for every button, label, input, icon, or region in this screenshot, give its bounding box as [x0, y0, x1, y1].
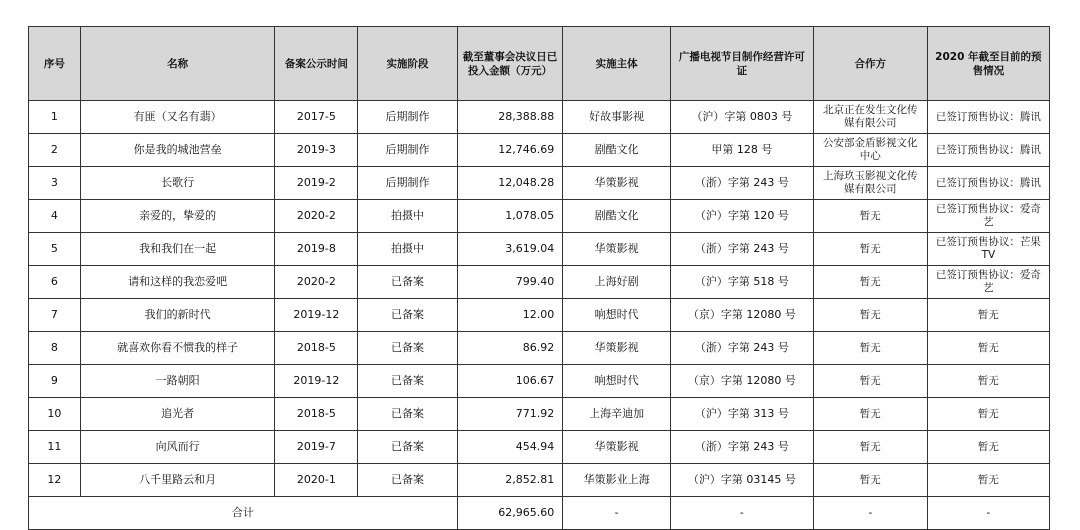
partner: 公安部金盾影视文化中心	[813, 134, 927, 167]
license-number: 甲第 128 号	[670, 134, 813, 167]
presale-status: 暂无	[927, 365, 1049, 398]
partner: 暂无	[813, 266, 927, 299]
partner: 暂无	[813, 398, 927, 431]
partner: 上海玖玉影视文化传媒有限公司	[813, 167, 927, 200]
total-row	[29, 497, 1050, 530]
project-name: 请和这样的我恋爱吧	[80, 266, 275, 299]
stage: 已备案	[358, 266, 457, 299]
implementing-entity: 上海辛迪加	[563, 398, 671, 431]
row-index: 11	[29, 431, 81, 464]
invested-amount: 2,852.81	[457, 464, 563, 497]
col-filing-date-header: 备案公示时间	[275, 27, 358, 101]
row-index: 6	[29, 266, 81, 299]
license-number: （京）字第 12080 号	[670, 365, 813, 398]
stage: 后期制作	[358, 134, 457, 167]
project-name: 向风而行	[80, 431, 275, 464]
total-label: 合计	[29, 497, 458, 530]
data-table-container	[28, 26, 1050, 530]
filing-date: 2020-2	[275, 266, 358, 299]
filing-date: 2019-12	[275, 299, 358, 332]
row-index: 7	[29, 299, 81, 332]
row-index: 1	[29, 101, 81, 134]
stage: 已备案	[358, 464, 457, 497]
invested-amount: 12.00	[457, 299, 563, 332]
project-name: 有匪（又名有翡）	[80, 101, 275, 134]
total-placeholder: -	[563, 497, 671, 530]
partner: 暂无	[813, 365, 927, 398]
partner: 暂无	[813, 233, 927, 266]
project-name: 八千里路云和月	[80, 464, 275, 497]
implementing-entity: 华策影视	[563, 233, 671, 266]
stage: 拍摄中	[358, 200, 457, 233]
invested-amount: 3,619.04	[457, 233, 563, 266]
project-name: 我和我们在一起	[80, 233, 275, 266]
license-number: （浙）字第 243 号	[670, 233, 813, 266]
license-number: （京）字第 12080 号	[670, 299, 813, 332]
stage: 已备案	[358, 365, 457, 398]
table-row	[29, 332, 1050, 365]
license-number: （浙）字第 243 号	[670, 431, 813, 464]
presale-status: 已签订预售协议：爱奇艺	[927, 200, 1049, 233]
filing-date: 2019-3	[275, 134, 358, 167]
project-name: 追光者	[80, 398, 275, 431]
col-license-header: 广播电视节目制作经营许可证	[670, 27, 813, 101]
filing-date: 2019-2	[275, 167, 358, 200]
header-row	[29, 27, 1050, 101]
presale-status: 暂无	[927, 332, 1049, 365]
stage: 后期制作	[358, 167, 457, 200]
table-row	[29, 299, 1050, 332]
presale-status: 暂无	[927, 398, 1049, 431]
table-row	[29, 464, 1050, 497]
implementing-entity: 华策影视	[563, 431, 671, 464]
row-index: 9	[29, 365, 81, 398]
implementing-entity: 上海好剧	[563, 266, 671, 299]
partner: 暂无	[813, 299, 927, 332]
partner: 暂无	[813, 464, 927, 497]
project-name: 你是我的城池营垒	[80, 134, 275, 167]
implementing-entity: 响想时代	[563, 365, 671, 398]
filing-date: 2019-7	[275, 431, 358, 464]
filing-date: 2019-12	[275, 365, 358, 398]
col-name-header: 名称	[80, 27, 275, 101]
invested-amount: 771.92	[457, 398, 563, 431]
implementing-entity: 华策影视	[563, 167, 671, 200]
implementing-entity: 响想时代	[563, 299, 671, 332]
projects-table	[28, 26, 1050, 530]
project-name: 我们的新时代	[80, 299, 275, 332]
partner: 北京正在发生文化传媒有限公司	[813, 101, 927, 134]
implementing-entity: 剧酷文化	[563, 200, 671, 233]
filing-date: 2018-5	[275, 332, 358, 365]
row-index: 12	[29, 464, 81, 497]
invested-amount: 86.92	[457, 332, 563, 365]
license-number: （沪）字第 120 号	[670, 200, 813, 233]
implementing-entity: 好故事影视	[563, 101, 671, 134]
project-name: 亲爱的，挚爱的	[80, 200, 275, 233]
presale-status: 暂无	[927, 431, 1049, 464]
stage: 已备案	[358, 398, 457, 431]
invested-amount: 106.67	[457, 365, 563, 398]
invested-amount: 28,388.88	[457, 101, 563, 134]
table-row	[29, 233, 1050, 266]
table-row	[29, 266, 1050, 299]
col-index-header: 序号	[29, 27, 81, 101]
total-placeholder: -	[670, 497, 813, 530]
table-row	[29, 200, 1050, 233]
presale-status: 已签订预售协议：腾讯	[927, 101, 1049, 134]
implementing-entity: 剧酷文化	[563, 134, 671, 167]
col-entity-header: 实施主体	[563, 27, 671, 101]
table-body	[29, 101, 1050, 530]
row-index: 10	[29, 398, 81, 431]
row-index: 2	[29, 134, 81, 167]
implementing-entity: 华策影视	[563, 332, 671, 365]
license-number: （沪）字第 518 号	[670, 266, 813, 299]
row-index: 3	[29, 167, 81, 200]
table-header	[29, 27, 1050, 101]
total-placeholder: -	[927, 497, 1049, 530]
license-number: （浙）字第 243 号	[670, 167, 813, 200]
invested-amount: 799.40	[457, 266, 563, 299]
table-row	[29, 365, 1050, 398]
invested-amount: 12,048.28	[457, 167, 563, 200]
table-row	[29, 398, 1050, 431]
presale-status: 已签订预售协议：腾讯	[927, 134, 1049, 167]
stage: 已备案	[358, 332, 457, 365]
row-index: 4	[29, 200, 81, 233]
stage: 拍摄中	[358, 233, 457, 266]
filing-date: 2020-2	[275, 200, 358, 233]
table-row	[29, 134, 1050, 167]
col-invested-amount-header: 截至董事会决议日已投入金额（万元）	[457, 27, 563, 101]
table-row	[29, 101, 1050, 134]
row-index: 5	[29, 233, 81, 266]
table-row	[29, 167, 1050, 200]
partner: 暂无	[813, 200, 927, 233]
presale-status: 已签订预售协议：爱奇艺	[927, 266, 1049, 299]
partner: 暂无	[813, 431, 927, 464]
filing-date: 2019-8	[275, 233, 358, 266]
filing-date: 2020-1	[275, 464, 358, 497]
total-amount: 62,965.60	[457, 497, 563, 530]
invested-amount: 12,746.69	[457, 134, 563, 167]
presale-status: 已签订预售协议：腾讯	[927, 167, 1049, 200]
filing-date: 2018-5	[275, 398, 358, 431]
project-name: 就喜欢你看不惯我的样子	[80, 332, 275, 365]
project-name: 一路朝阳	[80, 365, 275, 398]
filing-date: 2017-5	[275, 101, 358, 134]
presale-status: 已签订预售协议：芒果 TV	[927, 233, 1049, 266]
col-stage-header: 实施阶段	[358, 27, 457, 101]
invested-amount: 1,078.05	[457, 200, 563, 233]
total-placeholder: -	[813, 497, 927, 530]
presale-status: 暂无	[927, 464, 1049, 497]
license-number: （沪）字第 03145 号	[670, 464, 813, 497]
stage: 已备案	[358, 299, 457, 332]
stage: 已备案	[358, 431, 457, 464]
presale-status: 暂无	[927, 299, 1049, 332]
license-number: （浙）字第 243 号	[670, 332, 813, 365]
implementing-entity: 华策影业上海	[563, 464, 671, 497]
col-presale-header: 2020 年截至目前的预售情况	[927, 27, 1049, 101]
license-number: （沪）字第 0803 号	[670, 101, 813, 134]
invested-amount: 454.94	[457, 431, 563, 464]
stage: 后期制作	[358, 101, 457, 134]
table-row	[29, 431, 1050, 464]
partner: 暂无	[813, 332, 927, 365]
col-partner-header: 合作方	[813, 27, 927, 101]
row-index: 8	[29, 332, 81, 365]
license-number: （沪）字第 313 号	[670, 398, 813, 431]
project-name: 长歌行	[80, 167, 275, 200]
